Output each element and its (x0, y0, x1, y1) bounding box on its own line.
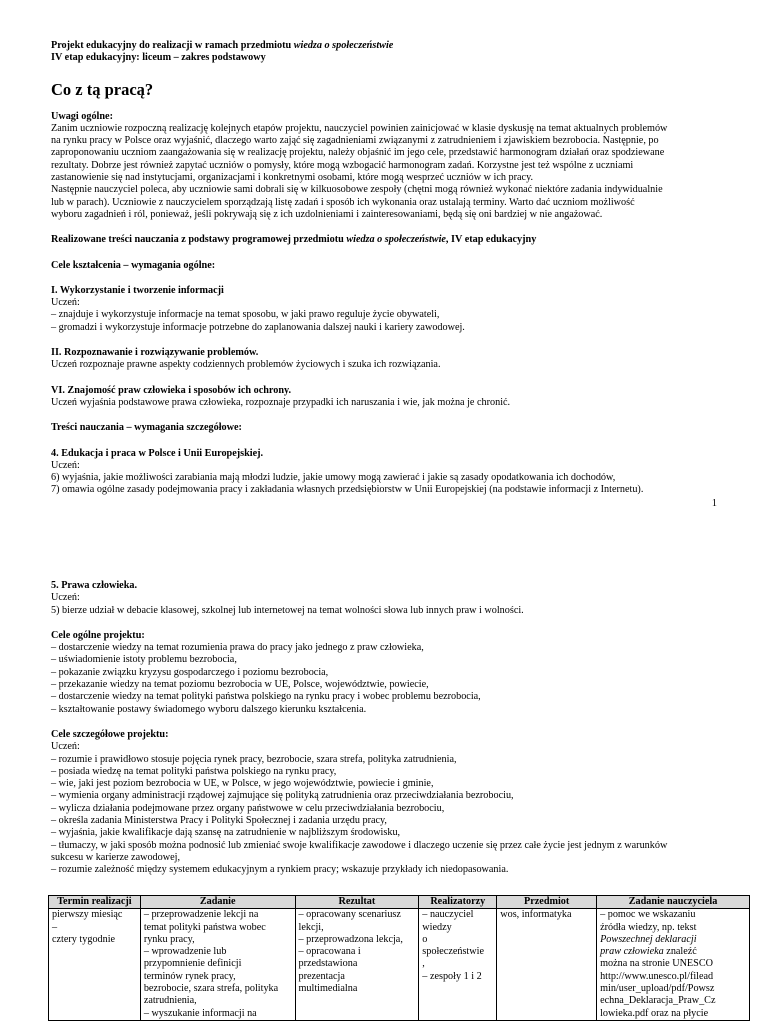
project-detailed-goal: – posiada wiedzę na temat polityki państwa polskiego na rynku pracy, (51, 765, 337, 777)
project-detailed-goal: – określa zadania Ministerstwa Pracy i Polityki Społecznej i zadania urzędu pracy, (51, 815, 387, 827)
project-general-goal: – uświadomienie istoty problemu bezrobocia, (51, 654, 237, 666)
page-one (51, 40, 717, 509)
section-4-line: 7) omawia ogólne zasady podejmowania pracy i zakładania własnych przedsiębiorstw w Unii Europejskiej (na podstawie informacji z Internetu). (51, 484, 644, 496)
section-4-line: Uczeń: (51, 459, 80, 471)
table-header-row (49, 896, 750, 909)
general-notes (51, 111, 717, 222)
section-5-line: Uczeń: (51, 592, 80, 604)
project-detailed-goal: – wyjaśnia, jakie kwalifikacje dają szansę na zatrudnienie w najbliższym środowisku, (51, 827, 401, 839)
section-2 (51, 347, 717, 372)
cell-termin: pierwszy miesiąc – cztery tygodnie (49, 909, 141, 1021)
project-detailed-goal: – wylicza działania podejmowane przez organy państwowe w celu przeciwdziałania bezrobociu, (51, 802, 445, 814)
column-header-termin: Termin realizacji (49, 896, 141, 909)
project-detailed-goal: – tłumaczy, w jaki sposób można podnosić lub zmieniać swoje kwalifikacje zawodowe i dlaczego uczenie się przez całe życie jest jednym z warunków (51, 839, 668, 851)
section-1-heading: I. Wykorzystanie i tworzenie informacji (51, 284, 224, 296)
general-notes-line: wyboru zagadnień i ról, ponieważ, jeśli pokrywają się z ich uzdolnieniami i zainteresowaniami, będą się oni bardziej w nie angażować. (51, 208, 603, 220)
general-notes-line: lub w parach). Uczniowie z nauczycielem sporządzają listę zadań i sposób ich wykonania oraz ustalają terminy. Warto dać uczniom możliwość (51, 196, 635, 208)
project-detailed-goal: – rozumie zależność między systemem edukacyjnym a rynkiem pracy; wskazuje przykłady ich niedopasowania. (51, 864, 509, 876)
column-header-zadanie: Zadanie (140, 896, 295, 909)
plan-table (48, 895, 750, 1021)
project-general-goal: – dostarczenie wiedzy na temat rozumienia prawa do pracy jako jednego z praw człowieka, (51, 642, 424, 654)
section-6 (51, 385, 717, 410)
project-general-goals-heading: Cele ogólne projektu: (51, 629, 145, 641)
project-detailed-goals (51, 729, 717, 877)
general-notes-line: zaproponowaniu uczniom zaangażowania się w realizację projektu, należy objaśnić im jego cele, przedstawić harmonogram działań oraz spodziewane (51, 147, 665, 159)
cell-zadanie: – przeprowadzenie lekcji na temat polityki państwa wobec rynku pracy, – wprowadzenie lub przypomnienie definicji terminów rynek pracy, bezrobocie, szara strefa, polityka zatrudnienia, – wyszukanie informacji na (140, 909, 295, 1021)
general-notes-line: na rynku pracy w Polsce oraz wyjaśnić, dlaczego warto zająć się zagadnieniami związanymi z zatrudnieniem i zjawiskiem bezrobocia. Następnie, po (51, 135, 659, 147)
section-6-heading: VI. Znajomość praw człowieka i sposobów ich ochrony. (51, 384, 292, 396)
project-detailed-goal: – wie, jaki jest poziom bezrobocia w UE, w Polsce, w jego województwie, powiecie i gminie, (51, 778, 434, 790)
project-detailed-goal: – wymienia organy administracji rządowej zajmujące się polityką zatrudnienia oraz przeciwdziałania bezrobociu, (51, 790, 514, 802)
page-two (51, 580, 717, 877)
project-detailed-goal: Uczeń: (51, 741, 80, 753)
column-header-zadanie-nauczyciela: Zadanie nauczyciela (597, 896, 750, 909)
section-5-heading: 5. Prawa człowieka. (51, 580, 138, 591)
page-number: 1 (711, 498, 717, 509)
project-general-goals (51, 630, 717, 716)
header-line-2: IV etap edukacyjny: liceum – zakres podstawowy (51, 52, 266, 64)
cell-rezultat: – opracowany scenariusz lekcji, – przeprowadzona lekcja, – opracowana i przedstawiona prezentacja multimedialna (295, 909, 419, 1021)
document-title: Co z tą pracą? (51, 79, 154, 99)
project-general-goal: – pokazanie związku kryzysu gospodarczego i poziomu bezrobocia, (51, 666, 329, 678)
detailed-heading: Treści nauczania – wymagania szczegółowe: (51, 422, 242, 434)
general-notes-line: Następnie nauczyciel poleca, aby uczniowie sami dobrali się w kilkuosobowe zespoły (chętni mogą również wykonać niektóre zadania indywidualnie (51, 184, 663, 196)
section-1-line: – znajduje i wykorzystuje informacje na temat sposobu, w jaki prawo reguluje życie obywateli, (51, 309, 440, 321)
general-notes-heading: Uwagi ogólne: (51, 110, 113, 122)
column-header-realizatorzy: Realizatorzy (419, 896, 497, 909)
general-notes-line: Zanim uczniowie rozpoczną realizację kolejnych etapów projektu, nauczyciel powinien zainicjować w klasie dyskusję na temat aktualnych problemów (51, 122, 668, 134)
section-1-line: – gromadzi i wykorzystuje informacje potrzebne do zaplanowania dalszej nauki i kariery zawodowej. (51, 321, 465, 333)
cell-realizatorzy: – nauczyciel wiedzy o społeczeństwie , – zespoły 1 i 2 (419, 909, 497, 1021)
general-notes-line: zastanowienie się nad instytucjami, organizacjami i konkretnymi osobami, które mogą wesprzeć uczniów w ich pracy. (51, 172, 534, 184)
section-4-line: 6) wyjaśnia, jakie możliwości zarabiania mają młodzi ludzie, jakie umowy mogą zawierać i jakie są zasady opodatkowania ich dochodów, (51, 472, 616, 484)
cell-zadanie-nauczyciela: – pomoc we wskazaniu źródła wiedzy, np. tekst Powszechnej deklaracji praw człowieka znaleźć można na stronie UNESCO http://www.unesco.pl/filead min/user_upload/pdf/Powsz echna_Deklaracja_Praw_Cz lowieka.pdf oraz na płycie (597, 909, 750, 1021)
general-goals-heading: Cele kształcenia – wymagania ogólne: (51, 259, 216, 271)
column-header-rezultat: Rezultat (295, 896, 419, 909)
header-line-1: Projekt edukacyjny do realizacji w ramach przedmiotu wiedza o społeczeństwie (51, 40, 394, 51)
section-2-line: Uczeń rozpoznaje prawne aspekty codziennych problemów życiowych i szuka ich rozwiązania. (51, 359, 441, 371)
section-5-line: 5) bierze udział w debacie klasowej, szkolnej lub internetowej na temat wolności słowa lub innych praw i wolności. (51, 604, 524, 616)
project-detailed-goal: – rozumie i prawidłowo stosuje pojęcia rynek pracy, bezrobocie, szara strefa, polityka zatrudnienia, (51, 753, 457, 765)
project-general-goal: – dostarczenie wiedzy na temat polityki państwa polskiego na rynku pracy i wobec problemu bezrobocia, (51, 691, 481, 703)
section-4-heading: 4. Edukacja i praca w Polsce i Unii Europejskiej. (51, 447, 264, 459)
section-6-line: Uczeń wyjaśnia podstawowe prawa człowieka, rozpoznaje przypadki ich naruszania i wie, jak można je chronić. (51, 396, 511, 408)
section-5 (51, 580, 717, 617)
project-detailed-goals-heading: Cele szczegółowe projektu: (51, 728, 169, 740)
table-row (49, 909, 750, 1021)
section-2-heading: II. Rozpoznawanie i rozwiązywanie problemów. (51, 347, 259, 359)
section-1-line: Uczeń: (51, 297, 80, 309)
curriculum-heading: Realizowane treści nauczania z podstawy programowej przedmiotu wiedza o społeczeństwie, IV etap edukacyjny (51, 234, 537, 246)
project-detailed-goal: sukcesu w karierze zawodowej, (51, 851, 180, 863)
column-header-przedmiot: Przedmiot (497, 896, 597, 909)
general-notes-line: rezultaty. Dobrze jest również zapytać uczniów o pomysły, które mogą wzbogacić harmonogram zadań. Korzystne jest też wspólne z uczniami (51, 159, 634, 171)
section-4 (51, 448, 717, 497)
section-1 (51, 285, 717, 334)
cell-przedmiot: wos, informatyka (497, 909, 597, 1021)
project-general-goal: – kształtowanie postawy świadomego wyboru dalszego kierunku kształcenia. (51, 703, 367, 715)
project-general-goal: – przekazanie wiedzy na temat poziomu bezrobocia w UE, Polsce, województwie, powiecie, (51, 679, 429, 691)
